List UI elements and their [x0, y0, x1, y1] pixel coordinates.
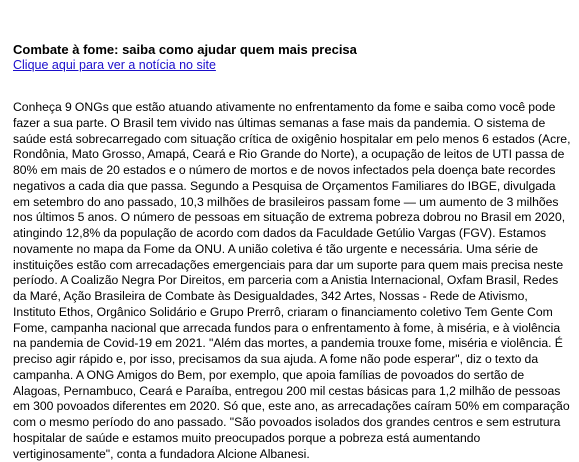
article — [13, 42, 571, 461]
article-body: Conheça 9 ONGs que estão atuando ativamente no enfrentamento da fome e saiba como você pode fazer a sua parte. O Brasil tem vivido nas últimas semanas a fase mais da pandemia. O sistema de saúde está sobrecarregado com situação crítica de oxigênio hospitalar em pelo menos 6 estados (Acre, Rondônia, Mato Grosso, Amapá, Ceará e Rio Grande do Norte), a ocupação de leitos de UTI passa de 80% em mais de 20 estados e o número de mortos e de novos infectados pela doença bate recordes negativos a cada dia que passa. Segundo a Pesquisa de Orçamentos Familiares do IBGE, divulgada em setembro do ano passado, 10,3 milhões de brasileiros passam fome — um aumento de 3 milhões nos últimos 5 anos. O número de pessoas em situação de extrema pobreza dobrou no Brasil em 2020, atingindo 12,8% da população de acordo com dados da Faculdade Getúlio Vargas (FGV). Estamos novamente no mapa da Fome da ONU. A união coletiva é tão urgente e necessária. Uma série de instituições estão com arrecadações emergenciais para dar um suporte para quem mais precisa neste período. A Coalizão Negra Por Direitos, em parceria com a Anistia Internacional, Oxfam Brasil, Redes da Maré, Ação Brasileira de Combate às Desigualdades, 342 Artes, Nossas - Rede de Ativismo, Instituto Ethos, Orgânico Solidário e Grupo Prerrô, criaram o financiamento coletivo Tem Gente Com Fome, campanha nacional que arrecada fundos para o enfrentamento à fome, à miséria, e à violência na pandemia de Covid-19 em 2021. "Além das mortes, a pandemia trouxe fome, miséria e violência. É preciso agir rápido e, por isso, precisamos da sua ajuda. A fome não pode esperar", diz o texto da campanha. A ONG Amigos do Bem, por exemplo, que apoia famílias de povoados do sertão de Alagoas, Pernambuco, Ceará e Paraíba, entregou 200 mil cestas básicas para 1,2 milhão de pessoas em 300 povoados diferentes em 2020. Só que, este ano, as arrecadações caíram 50% em comparação com o mesmo período do ano passado. "São povoados isolados dos grandes centros e sem estrutura hospitalar de saúde e estamos muito preocupados porque a pobreza está aumentando vertiginosamente", conta a fundadora Alcione Albanesi. — [13, 100, 571, 461]
article-title: Combate à fome: saiba como ajudar quem mais precisa — [13, 42, 357, 57]
view-on-site-link[interactable]: Clique aqui para ver a notícia no site — [13, 58, 216, 72]
